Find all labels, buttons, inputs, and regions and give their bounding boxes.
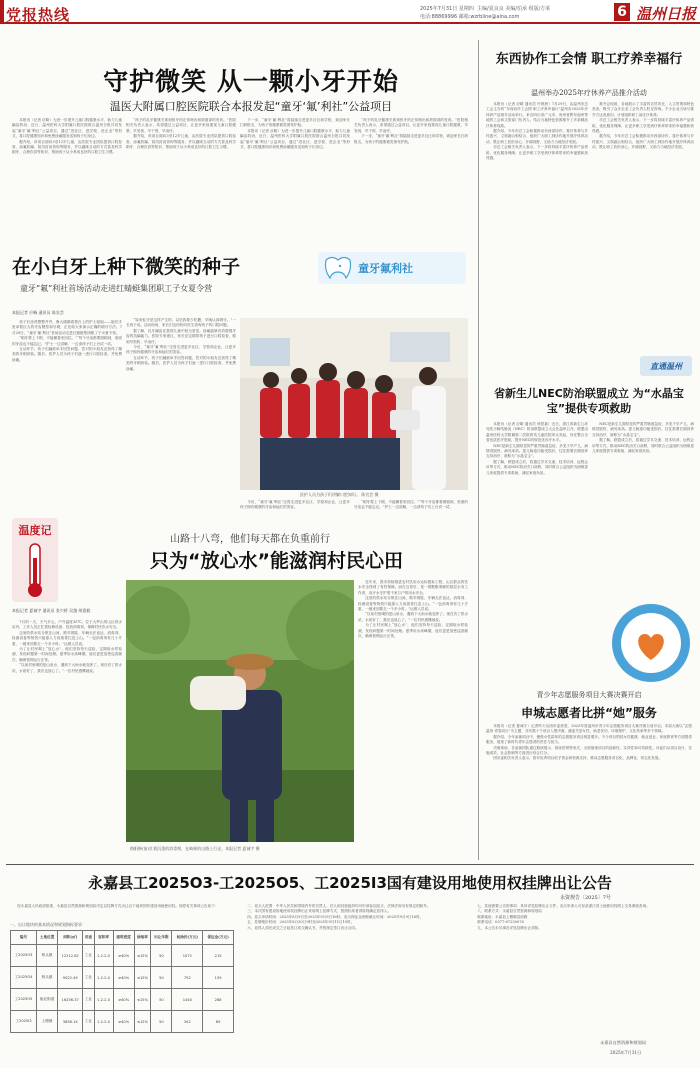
notice-sign-date: 2025年7月31日 xyxy=(610,1050,642,1055)
issue-date: 2025年7月31日 星期四 主编/夏良良 美编/伯承 组版/方莱 xyxy=(420,6,551,12)
feature-col-2: “原来蛀牙是这样产生的，以后我要少吃糖，早晚认真刷牙。”一名孩子说。活动现场，家长们也纷纷向医生咨询孩子的口腔问题。 据了解，乳牙龋齿在我国儿童中较为常见，涂氟能够有效增强牙齿的抗龋能力。医院专家建议，家长应定期带孩子进行口腔检查，做到早预防、早治疗。 今后，“童牙‘氟’利社”还将走进更多社区、学校和企业，让更多孩子拥有健康的牙齿和灿烂的笑容。 互动环节，孩子们踊跃举手回答问题，答对的小朋友还获得了精美的牙刷套装。随后，医护人员为孩子们逐一进行口腔检查，并免费涂氟。 xyxy=(126,318,236,371)
feature-col-4: “刷牙要上下刷，不能横着来回拉。”“每个牙齿都要照顾到，里面的牙齿也不能忘记。”护士一边讲解，一边请孩子们上台试一试。 xyxy=(354,500,468,510)
volunteer-logo-text: 志愿服务 xyxy=(640,667,661,673)
notice-col-2: 二、竞买人范围：中华人民共和国境内外的自然人、法人和其他组织均可申请参加竞买，法律法规另有规定的除外。 三、本次国有建设用地使用权挂牌出让采用网上挂牌方式，按照价高者得原则确定竞得人。 四、竞买申请时间：2025年8月9日至2025年9月9日16时。竞买保证金到账截止时间：2025年9月9日16时。 五、挂牌报价时间：2025年8月30日9时至2025年9月11日10时。 六、竞得人须在成交之日起签订成交确认书，并按规定签订出让合同。 xyxy=(247,904,431,930)
temperature-photo xyxy=(126,580,354,842)
temperature-byline: 本报记者 夏诚宇 通讯员 张兴桥 吴越 胡嘉毅 xyxy=(12,608,91,613)
lead-col-3: 下一步，“童牙‘氟’利社”将陆续走进更多社区和学校，欢迎家长扫码报名，为孩子的健康微笑保驾护航。 本报讯（记者 应略）为进一步提升儿童口腔健康水平，助力儿童龋齿防治，近日，温州医科大学附属口腔医院联合温州日报共同发起“童牙‘氟’利社”公益项目，通过“进社区、进学校、进企业”等形式，将口腔健康知识和免费涂氟服务送到孩子们身边。 xyxy=(240,118,350,150)
right3-body: 本报讯（记者 夏诚宇）记者昨天从团市委获悉，2025年度温州市青少年志愿服务项目大赛决赛日前开启。本届大赛以“志愿温州 青春同行”为主题，共有数十个项目入围决赛，涵盖关爱女性、助老扶幼、环境保护、文化传承等多个领域。 据介绍，今年参赛项目中，聚焦女性群体的志愿服务项目明显增多。不少项目围绕女性健康、就业创业、家庭教育等方面提供服务，展现了新时代青年志愿者的责任与担当。 决赛现场，各参赛团队通过路演展示、现场答辩等形式，全面展现项目的创新性、实效性和可持续性。评委们从项目设计、实施成效、社会影响等方面进行综合打分。 团市委相关负责人表示，将对优秀项目给予资金和资源支持，推动志愿服务项目化、品牌化、常态化发展。 xyxy=(486,724,692,761)
right2-col-1: 本报讯（记者 应略 通讯员 徐思嘉）近日，浙江省新生儿坏死性小肠结肠炎（NEC）防治联盟成立大会在温州召开。联盟由温州医科大学附属第二医院育英儿童医院牵头发起，旨在整合全省优质医疗资源，提升NEC的规范化诊疗水平。 NEC是新生儿期常见的严重胃肠道急症，多见于早产儿，病情进展快、病死率高。患儿肠道功能受损后，往往需要长期营养支持治疗，被称为“水晶宝宝”。 据了解，联盟成立后，将通过学术交流、技术培训、远程会诊等方式，推动NEC防治关口前移，同时联合公益组织为困难患儿家庭提供专项救助，减轻家庭负担。 xyxy=(486,422,588,475)
section-title: 党报热线 xyxy=(6,6,71,24)
notice-top-rule xyxy=(6,864,694,865)
right1-col-1: 本报讯（记者 应略 通讯员 许晨晨）7月29日，由温州市总工会主办的“东西协作工会情 职工疗养幸福行”温州市2025年疗休养产品推介活动举行。来自四川省广元市、贵州省黔东南州等地的工会和文旅部门负责人，结合当地特色资源推介了多条精品疗休养线路。 据介绍，今年市总工会积极推动东西部协作，将疗休养与乡村振兴、文旅融合相结合，组织广大职工到协作地开展疗休养活动，既让职工放松身心、开阔视野，又助力当地经济发展。 市总工会相关负责人表示，下一步将持续丰富疗休养产品供给，优化服务保障，让更多职工享受到疗休养带来的幸福感和获得感。 xyxy=(486,102,588,161)
table-row: 工2025O4 桥头镇 9022.49 工业 1.2-2.0 ≥40% ≤15% 50 792 159 xyxy=(11,967,234,989)
contact-line: 电话:88869996 邮箱:wzrbline@aina.com xyxy=(420,14,520,20)
lead-col-1: 本报讯（记者 应略）为进一步提升儿童口腔健康水平，助力儿童龋齿防治，近日，温州医科大学附属口腔医院联合温州日报共同发起“童牙‘氟’利社”公益项目，通过“进社区、进学校、进企业”等形式，将口腔健康知识和免费涂氟服务送到孩子们身边。 据介绍，该项目面向3至12岁儿童，由医院专业团队提供口腔检查、涂氟防龋、窝沟封闭咨询等服务，并以趣味互动的方式普及科学刷牙、合理饮食等知识，帮助孩子从小养成良好的口腔卫生习惯。 xyxy=(12,118,122,155)
table-row: 工2025O3 桥头镇 12212.82 工业 1.2-2.0 ≥40% ≤15% 50 1072 215 xyxy=(11,945,234,967)
right1-subtitle: 温州举办2025年疗休养产品推介活动 xyxy=(531,89,647,97)
temperature-badge-text: 温度记 xyxy=(18,524,52,537)
feature-photo-caption: 医护人员为孩子们讲解口腔知识。 陈宣芸 摄 xyxy=(300,492,379,497)
feature-byline: 本报记者 应略 通讯员 陈宣芸 xyxy=(12,310,64,315)
masthead-logo: 温州日报 xyxy=(636,5,697,23)
right1-col-2: 推介会现场，各地展示了丰富的自然风光、人文景观和特色美食，吸引了众多企业工会负责人驻足咨询。不少企业当场与推介方达成意向，计划组织职工前往疗休养。 市总工会相关负责人表示，下一步将持续丰富疗休养产品供给，优化服务保障，让更多职工享受到疗休养带来的幸福感和获得感。 据介绍，今年市总工会积极推动东西部协作，将疗休养与乡村振兴、文旅融合相结合，组织广大职工到协作地开展疗休养活动，既让职工放松身心、开阔视野，又助力当地经济发展。 xyxy=(592,102,694,150)
notice-number: 永资规告〔2025〕7号 xyxy=(560,895,611,901)
table-row: 工2025I3 上塘镇 3856.14 工业 1.2-2.0 ≥40% ≤15% 50 342 69 xyxy=(11,1011,234,1033)
temperature-col-2: 近年来，我市持续推进农村饮用水达标提标工程，山区群众的饮水安全得到了有效保障。而在这背后，是一群默默奉献的基层水务工作者，用汗水守护着千家万户的用水安全。 这里的供水站分散在山间，路窄坡陡，车辆无法直达，消毒剂、检测设备等物资只能靠人力肩挑背扛送上山。“一包消毒剂有几十斤重，一趟来回要走一个多小时。”运维人员说。 “以前村里喝的是山泉水，遇到下大雨水就变浑了。现在有了供水站，水质好了，我们也放心了。”一位村民感慨地说。 为了让村民喝上“放心水”，他们坚持每天巡检，定期取水样检测，发现问题第一时间处理。夏季用水高峰期，他们更是加密巡查频次，确保管网运行正常。 xyxy=(358,580,468,639)
notice-table: 编号 土地位置 面积(㎡) 用途 容积率 建筑密度 绿地率 出让年限 起始价(万元) 保证金(万元) 工2025O3 桥头镇 12212.82 工业 1.2-2.0 ≥40% ≤15% 50 1072 215 工2025O4 桥头镇 9022.49 工业 1.2-2.0 ≥40% ≤15% 50 792 159 工2025O5 瓯北街道 16256.37 工业 1.2-2.0 ≥40% ≤15% 50 1440 288 工2025I3 上塘镇 3856.14 工业 1.2-2.0 ≥40% ≤15% 50 342 69 xyxy=(10,930,234,1033)
feature-col-1: 孩子们坐得整整齐齐，睁大眼睛看着台上的护士姐姐——她们手里拿着巨大的牙齿模型和牙刷，正在给大家演示正确的刷牙方法。7月29日，“童牙‘氟’利社”首场活动走进红蜻蜓集团职工子女夏令营。 “刷牙要上下刷，不能横着来回拉。”“每个牙齿都要照顾到，里面的牙齿也不能忘记。”护士一边讲解，一边请孩子们上台试一试。 互动环节，孩子们踊跃举手回答问题，答对的小朋友还获得了精美的牙刷套装。随后，医护人员为孩子们逐一进行口腔检查，并免费涂氟。 xyxy=(12,320,122,362)
right2-col-2: NEC是新生儿期常见的严重胃肠道急症，多见于早产儿，病情进展快、病死率高。患儿肠道功能受损后，往往需要长期营养支持治疗，被称为“水晶宝宝”。 据了解，联盟成立后，将通过学术交流、技术培训、远程会诊等方式，推动NEC防治关口前移，同时联合公益组织为困难患儿家庭提供专项救助，减轻家庭负担。 xyxy=(592,422,694,454)
temperature-col-1: 7月的一天，天气多云，户外温度35℃。位于大罗山的山区供水站内，工作人员正忙着检修设备、投放消毒剂，保障村民饮水安全。 这里的供水站分散在山间，路窄坡陡，车辆无法直达，消毒剂、检测设备等物资只能靠人力肩挑背扛送上山。“一包消毒剂有几十斤重，一趟来回要走一个多小时。”运维人员说。 为了让村民喝上“放心水”，他们坚持每天巡检，定期取水样检测，发现问题第一时间处理。夏季用水高峰期，他们更是加密巡查频次，确保管网运行正常。 “以前村里喝的是山泉水，遇到下大雨水就变浑了。现在有了供水站，水质好了，我们也放心了。”一位村民感慨地说。 xyxy=(12,620,122,673)
notice-col-3: 七、其他需要公告的事项：具体详见挂牌出让文件。竞买申请人可登录浙江省土地使用权网上交易系统查询。 八、联系方式：永嘉县自然资源和规划局 联系地址：永嘉县上塘镇县前路 联系电话：0577-67230078 九、本公告未尽事宜详见挂牌出让须知。 xyxy=(477,904,650,930)
volunteer-logo xyxy=(612,604,690,682)
notice-headline: 永嘉县工2025O3-工2025O5、工2025I3国有建设用地使用权挂牌出让公告 xyxy=(88,874,612,892)
lead-headline: 守护微笑 从一颗小牙开始 xyxy=(103,67,399,96)
feature-photo xyxy=(240,318,468,490)
notice-table-caption: 一、出让地块的基本情况和规划指标要求： xyxy=(10,922,86,927)
notice-intro: 经永嘉县人民政府批准，永嘉县自然资源和规划局决定以挂牌方式出让以下地块国有建设用地使用权。现将有关事项公告如下： xyxy=(17,904,219,908)
temperature-kicker: 山路十八弯，他们每天都在负重前行 xyxy=(170,534,330,545)
feature-logo xyxy=(318,252,466,284)
right3-headline: 申城志愿者比拼“她”服务 xyxy=(521,706,657,720)
table-row: 工2025O5 瓯北街道 16256.37 工业 1.2-2.0 ≥40% ≤15% 50 1440 288 xyxy=(11,989,234,1011)
column-divider xyxy=(478,40,479,860)
feature-logo-text: 童牙氟利社 xyxy=(358,262,413,275)
feature-headline: 在小白牙上种下微笑的种子 xyxy=(12,256,241,278)
notice-signature: 永嘉县自然资源和规划局 xyxy=(600,1040,647,1045)
right1-headline: 东西协作工会情 职工疗养幸福行 xyxy=(495,52,683,67)
right2-headline: 省新生儿NEC防治联盟成立 为“水晶宝宝”提供专项救助 xyxy=(494,387,684,415)
feature-subtitle: 童牙“氟”利社首场活动走进红蜻蜓集团职工子女夏令营 xyxy=(20,284,213,293)
temperature-photo-caption: 路阳修(前)扛着沉重的消毒剂，在崎岖的山路上行走。本报记者 夏诚宇 摄 xyxy=(130,846,260,851)
temperature-badge xyxy=(12,518,58,602)
feature-col-3: 今后，“童牙‘氟’利社”还将走进更多社区、学校和企业，让更多孩子拥有健康的牙齿和灿烂的笑容。 xyxy=(240,500,350,510)
temperature-headline: 只为“放心水”能滋润村民心田 xyxy=(150,550,403,572)
lead-col-4: “孩子的乳牙健康关系到恒牙的正常萌出和颌面部的发育。”医院相关负责人表示，希望通过公益项目，让更多家庭重视儿童口腔健康，早发现、早干预、早治疗。 下一步，“童牙‘氟’利社”将陆续走进更多社区和学校，欢迎家长扫码报名，为孩子的健康微笑保驾护航。 xyxy=(354,118,468,144)
section-tab xyxy=(0,0,4,24)
right2-banner: 直通温州 xyxy=(640,356,692,376)
right3-kicker: 青少年志愿服务项目大赛决赛开启 xyxy=(536,691,642,699)
page-header xyxy=(0,0,700,24)
lead-subtitle: 温医大附属口腔医院联合本报发起“童牙‘氟’利社”公益项目 xyxy=(109,100,393,113)
page-number: 6 xyxy=(614,3,630,21)
lead-col-2: “孩子的乳牙健康关系到恒牙的正常萌出和颌面部的发育。”医院相关负责人表示，希望通过公益项目，让更多家庭重视儿童口腔健康，早发现、早干预、早治疗。 据介绍，该项目面向3至12岁儿童，由医院专业团队提供口腔检查、涂氟防龋、窝沟封闭咨询等服务，并以趣味互动的方式普及科学刷牙、合理饮食等知识，帮助孩子从小养成良好的口腔卫生习惯。 xyxy=(126,118,236,150)
